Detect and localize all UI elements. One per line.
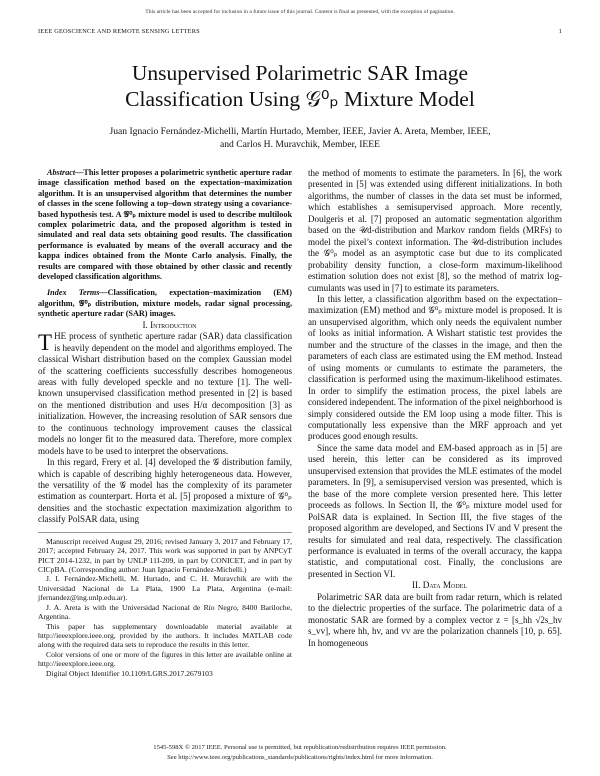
footnote: J. I. Fernández-Michelli, M. Hurtado, and C. H. Muravchik are with the Universidad Nacional de La Plata, 1900 La Plata, Argentina (e-mail: jfernandez@ing.unlp.edu.ar). [38, 574, 292, 603]
copyright-footer [0, 743, 600, 762]
footnote: J. A. Areta is with the Universidad Nacional de Río Negro, 8400 Bariloche, Argentina. [38, 602, 292, 622]
abstract [38, 168, 292, 282]
journal-name: IEEE GEOSCIENCE AND REMOTE SENSING LETTERS [38, 28, 200, 35]
section-heading-data-model: II. Data Model [412, 580, 467, 591]
drop-cap: T [38, 330, 53, 356]
left-column [38, 168, 292, 678]
body-paragraph: Since the same data model and EM-based approach as in [5] are used herein, this letter can be considered as its improved unsupervised extension that provides the MLE estimates of the model parameters. In [9], a semisupervised version was presented, which is the base of the more complete version presented here. This letter proceeds as follows. In Section II, the 𝒢⁰ₚ mixture model used for PolSAR data is explained. In Section III, the five stages of the proposed algorithm are developed, and Sections IV and V present the results for simulated and real data, respectively. The classification performance is evaluated in terms of the overall accuracy, the kappa statistic, and computational cost. Finally, the conclusions are presented in Section VI. [308, 442, 562, 579]
intro-paragraph-1 [38, 331, 292, 457]
authors-line-1: Juan Ignacio Fernández-Michelli, Martín Hurtado, Member, IEEE, Javier A. Areta, Member, IEEE, [109, 126, 491, 137]
footnote: Manuscript received August 29, 2016; revised January 3, 2017 and February 17, 2017; accepted February 24, 2017. This work was supported in part by ANPCyT PICT 2014-1232, in part by UNLP 11I-209, in part by CONICET, and in part by CICpBA. (Corresponding author: Juan Ignacio Fernández-Michelli.) [38, 536, 292, 575]
paper-title [0, 60, 600, 112]
footnote: This paper has supplementary downloadable material available at http://ieeexplore.ieee.org, provided by the authors. It includes MATLAB code along with the required data sets to reproduce the results in this letter. [38, 621, 292, 650]
rights-link-line: See http://www.ieee.org/publications_standards/publications/rights/index.html for more information. [167, 753, 433, 761]
authors-line-2: and Carlos H. Muravchik, Member, IEEE [219, 139, 380, 150]
abstract-text: This letter proposes a polarimetric synthetic aperture radar image classification method based on the expectation–maximization algorithm. It is an unsupervised algorithm that determines the number of classes in the scene following a top–down strategy using a covariance-based hypothesis test. A 𝒢⁰ₚ mixture model is used to describe multilook complex polarimetric data, and the proposed algorithm is tested in simulated and real data sets obtaining good results. The classification performance is evaluated by means of the overall accuracy and the kappa indices obtained from the Monte Carlo analysis. Finally, the results are compared with those obtained by other classic and recently developed classification algorithms. [38, 168, 292, 282]
copyright-line: 1545-598X © 2017 IEEE. Personal use is permitted, but republication/redistribution requires IEEE permission. [153, 744, 447, 751]
index-terms [38, 288, 292, 319]
intro-paragraph-2: In this regard, Frery et al. [4] developed the 𝒢 distribution family, which is capable of describing highly heterogeneous data. However, the versatility of the 𝒢 model has the complexity of its parameter estimation as counterpart. Horta et al. [5] proposed a mixture of 𝒢⁰ₚ densities and the stochastic expectation maximization algorithm to classify PolSAR data, using [38, 457, 292, 525]
page-number: 1 [558, 28, 562, 35]
footnote: Digital Object Identifier 10.1109/LGRS.2017.2679103 [46, 668, 213, 678]
section-heading-introduction: I. Introduction [142, 319, 197, 330]
body-paragraph: Polarimetric SAR data are built from radar return, which is related to the dielectric properties of the surface. The polarimetric data of a monostatic SAR are formed by a complex vector z = [s_hh √2s_hv s_vv], where hh, hv, and vv are the polarization channels [10, p. 65]. In homogeneous [308, 591, 562, 648]
author-list [60, 125, 540, 151]
body-paragraph: the method of moments to estimate the parameters. In [6], the work presented in [5] was extended using different initializations. In both algorithms, the number of classes in the data set must be informed, which establishes a semisupervised approach. More recently, Doulgeris et al. [7] proposed an automatic segmentation algorithm based on the 𝒰d-distribution and Markov random fields (MRFs) to model the pixel’s context information. The 𝒰d-distribution includes the 𝒢⁰ₚ model as an asymptotic case but due to its complicated probability density function, a close-form maximum-likelihood estimation solution does not exist [8], so the method of matrix log-cumulants was used in [7] to estimate its parameters. [308, 168, 562, 293]
body-paragraph: In this letter, a classification algorithm based on the expectation–maximization (EM) method and 𝒢⁰ₚ mixture model is proposed. It is an unsupervised algorithm, which only needs the equivalent number of looks as initial information. A Wishart statistic test provides the number and the structure of the classes in the image, and then the parameters of each class are estimated using the EM method. Instead of using moments or cumulants to estimate the parameters, the classification is performed using the maximum-likelihood estimates. In order to simplify the estimation process, the pixel labels are considered independent. The information of the pixel neighborhood is simply considered outside the EM loop using a mode filter. This is computationally less expensive than the MRF approach and yet produces good enough results. [308, 293, 562, 442]
running-header [38, 28, 562, 35]
right-column [308, 168, 562, 649]
index-terms-text: Classification, expectation–maximization (EM) algorithm, 𝒢⁰ₚ distribution, mixture models, radar signal processing, synthetic aperture radar (SAR) images. [38, 288, 292, 319]
intro-paragraph-1-text: HE process of synthetic aperture radar (SAR) data classification is heavily dependent on the model and algorithms employed. The classical Wishart distribution based on the complex Gaussian model of the scattering coefficients successfully describes homogeneous areas with fully developed speckle and no texture [1]. The well-known unsupervised classification method presented in [2] is based on the mentioned distribution and uses H/α decomposition [3] as initialization. However, the increasing resolution of SAR sensors due to the continuous technology improvement causes the classical models no longer fit to the measured data. Therefore, more complex models have to be used to interpret the observations. [38, 331, 292, 456]
title-line-1: Unsupervised Polarimetric SAR Image [131, 61, 469, 85]
abstract-label: Abstract— [47, 168, 84, 177]
index-terms-label: Index Terms— [47, 288, 108, 298]
footnotes [38, 532, 292, 678]
acceptance-note: This article has been accepted for inclusion in a future issue of this journal. Content is final as presented, with the exception of pagination. [145, 9, 455, 15]
title-line-2: Classification Using 𝒢⁰ₚ Mixture Model [125, 87, 475, 111]
footnote: Color versions of one or more of the figures in this letter are available online at http://ieeexplore.ieee.org. [38, 649, 292, 669]
